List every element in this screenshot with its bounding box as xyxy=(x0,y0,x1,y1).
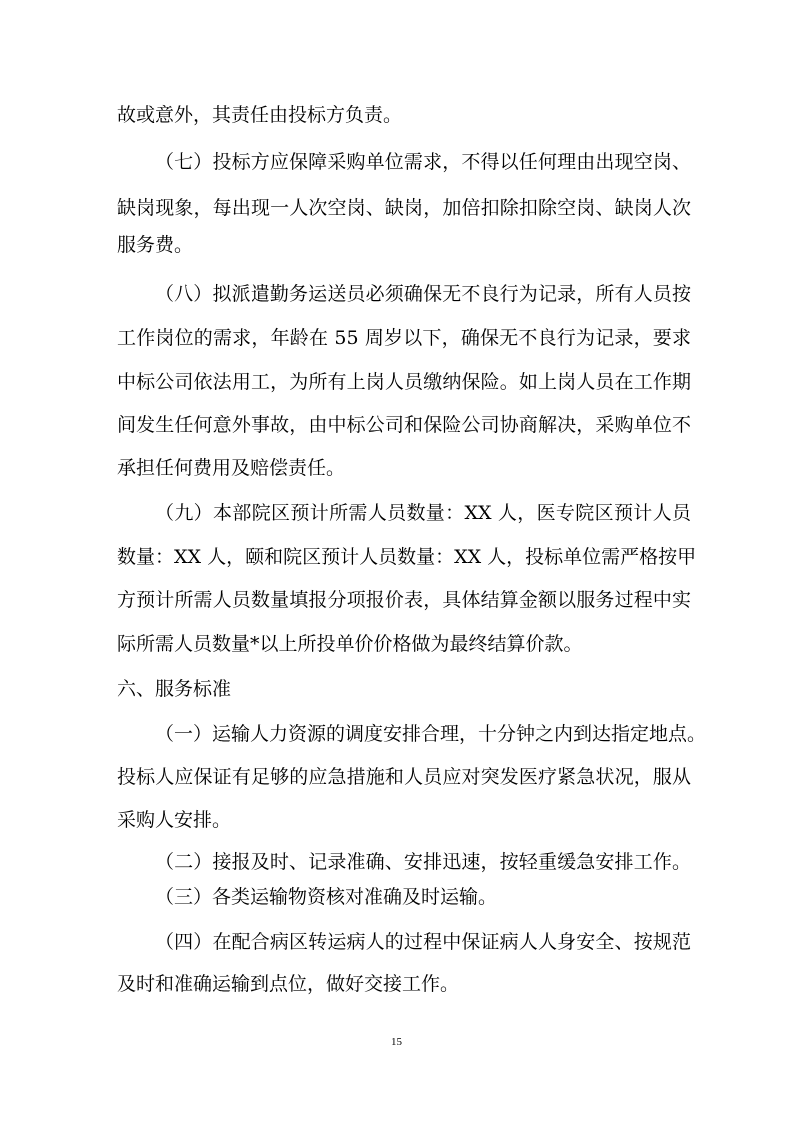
text-line: （七）投标方应保障采购单位需求，不得以任何理由出现空岗、 xyxy=(155,151,691,173)
text-line: 工作岗位的需求，年龄在 55 周岁以下，确保无不良行为记录，要求 xyxy=(117,327,691,349)
text-line: 承担任何费用及赔偿责任。 xyxy=(117,457,346,479)
text-line: 及时和准确运输到点位，做好交接工作。 xyxy=(117,973,460,995)
page-number: 15 xyxy=(391,1036,402,1048)
text-line: 中标公司依法用工，为所有上岗人员缴纳保险。如上岗人员在工作期 xyxy=(117,371,691,393)
text-line: （八）拟派遣勤务运送员必须确保无不良行为记录，所有人员按 xyxy=(155,283,691,305)
text-line: 际所需人员数量*以上所投单价价格做为最终结算价款。 xyxy=(117,633,583,655)
text-line: 服务费。 xyxy=(117,234,194,256)
text-line: 故或意外，其责任由投标方负责。 xyxy=(117,104,403,126)
text-line: 投标人应保证有足够的应急措施和人员应对突发医疗紧急状况，服从 xyxy=(117,766,691,788)
section-heading: 六、服务标准 xyxy=(117,678,232,700)
text-line: 采购人安排。 xyxy=(117,809,232,831)
text-line: 数量：XX 人，颐和院区预计人员数量：XX 人，投标单位需严格按甲 xyxy=(117,546,697,568)
text-line: （四）在配合病区转运病人的过程中保证病人人身安全、按规范 xyxy=(155,931,691,953)
text-line: （九）本部院区预计所需人员数量：XX 人，医专院区预计人员 xyxy=(155,502,691,524)
text-line: （三）各类运输物资核对准确及时运输。 xyxy=(155,886,498,908)
text-line: 间发生任何意外事故，由中标公司和保险公司协商解决，采购单位不 xyxy=(117,414,691,436)
text-line: 缺岗现象，每出现一人次空岗、缺岗，加倍扣除扣除空岗、缺岗人次 xyxy=(117,197,691,219)
text-line: 方预计所需人员数量填报分项报价表，具体结算金额以服务过程中实 xyxy=(117,589,691,611)
text-line: （一）运输人力资源的调度安排合理，十分钟之内到达指定地点。 xyxy=(155,723,707,745)
text-line: （二）接报及时、记录准确、安排迅速，按轻重缓急安排工作。 xyxy=(155,851,691,873)
